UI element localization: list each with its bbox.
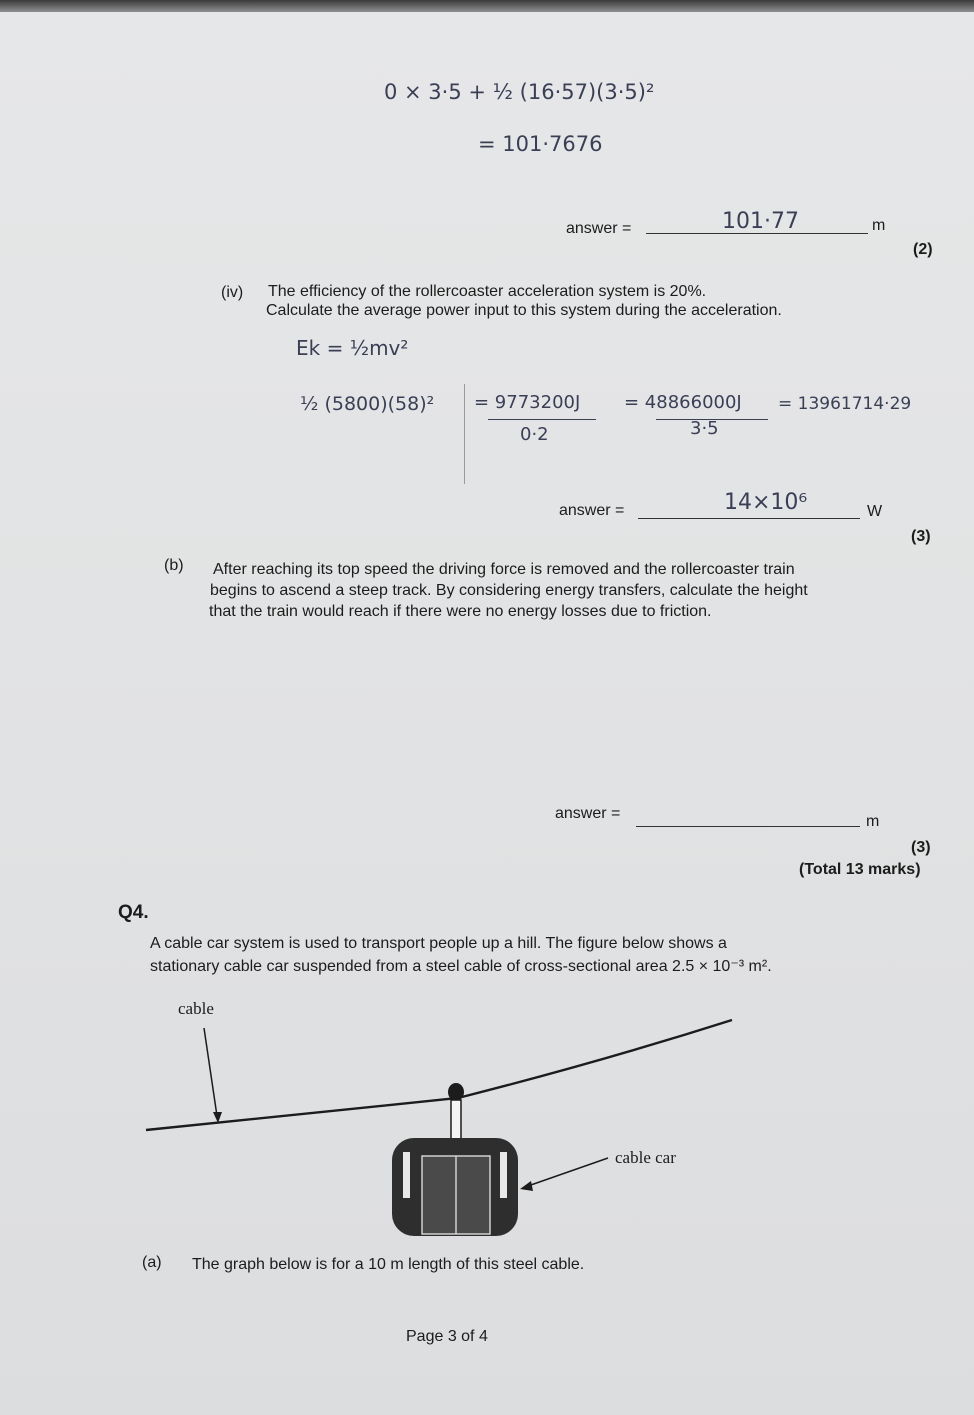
question-text: A cable car system is used to transport people up a hill. The figure below shows a — [150, 935, 727, 952]
answer-value: 14×10⁶ — [724, 490, 808, 515]
working-calc: = 48866000J — [624, 392, 742, 413]
question-text: stationary cable car suspended from a steel cable of cross-sectional area 2.5 × 10⁻³ m². — [150, 958, 772, 975]
steel-cable — [146, 1020, 732, 1130]
arrow-cable — [204, 1028, 217, 1116]
question-text: begins to ascend a steep track. By considering energy transfers, calculate the height — [210, 582, 808, 599]
marks: (3) — [911, 839, 931, 856]
working-calc: 0·2 — [520, 424, 549, 445]
cable-clamp — [448, 1083, 464, 1101]
answer-unit: m — [872, 217, 886, 234]
part-number: (iv) — [221, 284, 244, 301]
working-calc: = 9773200J — [474, 392, 581, 413]
cabin-window — [403, 1152, 410, 1198]
arrow-cable-car — [528, 1158, 608, 1186]
answer-label: answer = — [566, 220, 632, 237]
question-text: The graph below is for a 10 m length of this steel cable. — [192, 1256, 585, 1273]
total-marks: (Total 13 marks) — [799, 861, 921, 878]
question-text: After reaching its top speed the driving force is removed and the rollercoaster train — [213, 561, 795, 578]
marks: (2) — [913, 241, 933, 258]
working-calc: ½ (5800)(58)² — [300, 393, 435, 415]
page-number: Page 3 of 4 — [406, 1328, 488, 1345]
arrow-head — [520, 1181, 533, 1191]
part-number: (a) — [142, 1254, 162, 1271]
answer-unit: W — [867, 503, 883, 520]
question-text: Calculate the average power input to this system during the acceleration. — [266, 302, 782, 319]
hanger-arm — [451, 1100, 461, 1140]
question-heading: Q4. — [118, 902, 149, 923]
question-text: The efficiency of the rollercoaster acceleration system is 20%. — [268, 283, 707, 300]
working-calc: 3·5 — [690, 418, 719, 439]
working-calc: = 13961714·29 — [778, 394, 912, 414]
figure-label-cable: cable — [178, 999, 214, 1018]
working-line-1: 0 × 3·5 + ½ (16·57)(3·5)² — [384, 80, 655, 104]
answer-label: answer = — [555, 805, 621, 822]
answer-unit: m — [866, 813, 880, 830]
answer-value: 101·77 — [722, 209, 799, 234]
cabin-window — [500, 1152, 507, 1198]
part-number: (b) — [164, 557, 184, 574]
question-text: that the train would reach if there were no energy losses due to friction. — [209, 603, 712, 620]
working-formula: Ek = ½mv² — [296, 336, 409, 360]
marks: (3) — [911, 528, 931, 545]
answer-label: answer = — [559, 502, 625, 519]
working-line-2: = 101·7676 — [478, 132, 603, 156]
figure-label-cable-car: cable car — [615, 1148, 676, 1167]
